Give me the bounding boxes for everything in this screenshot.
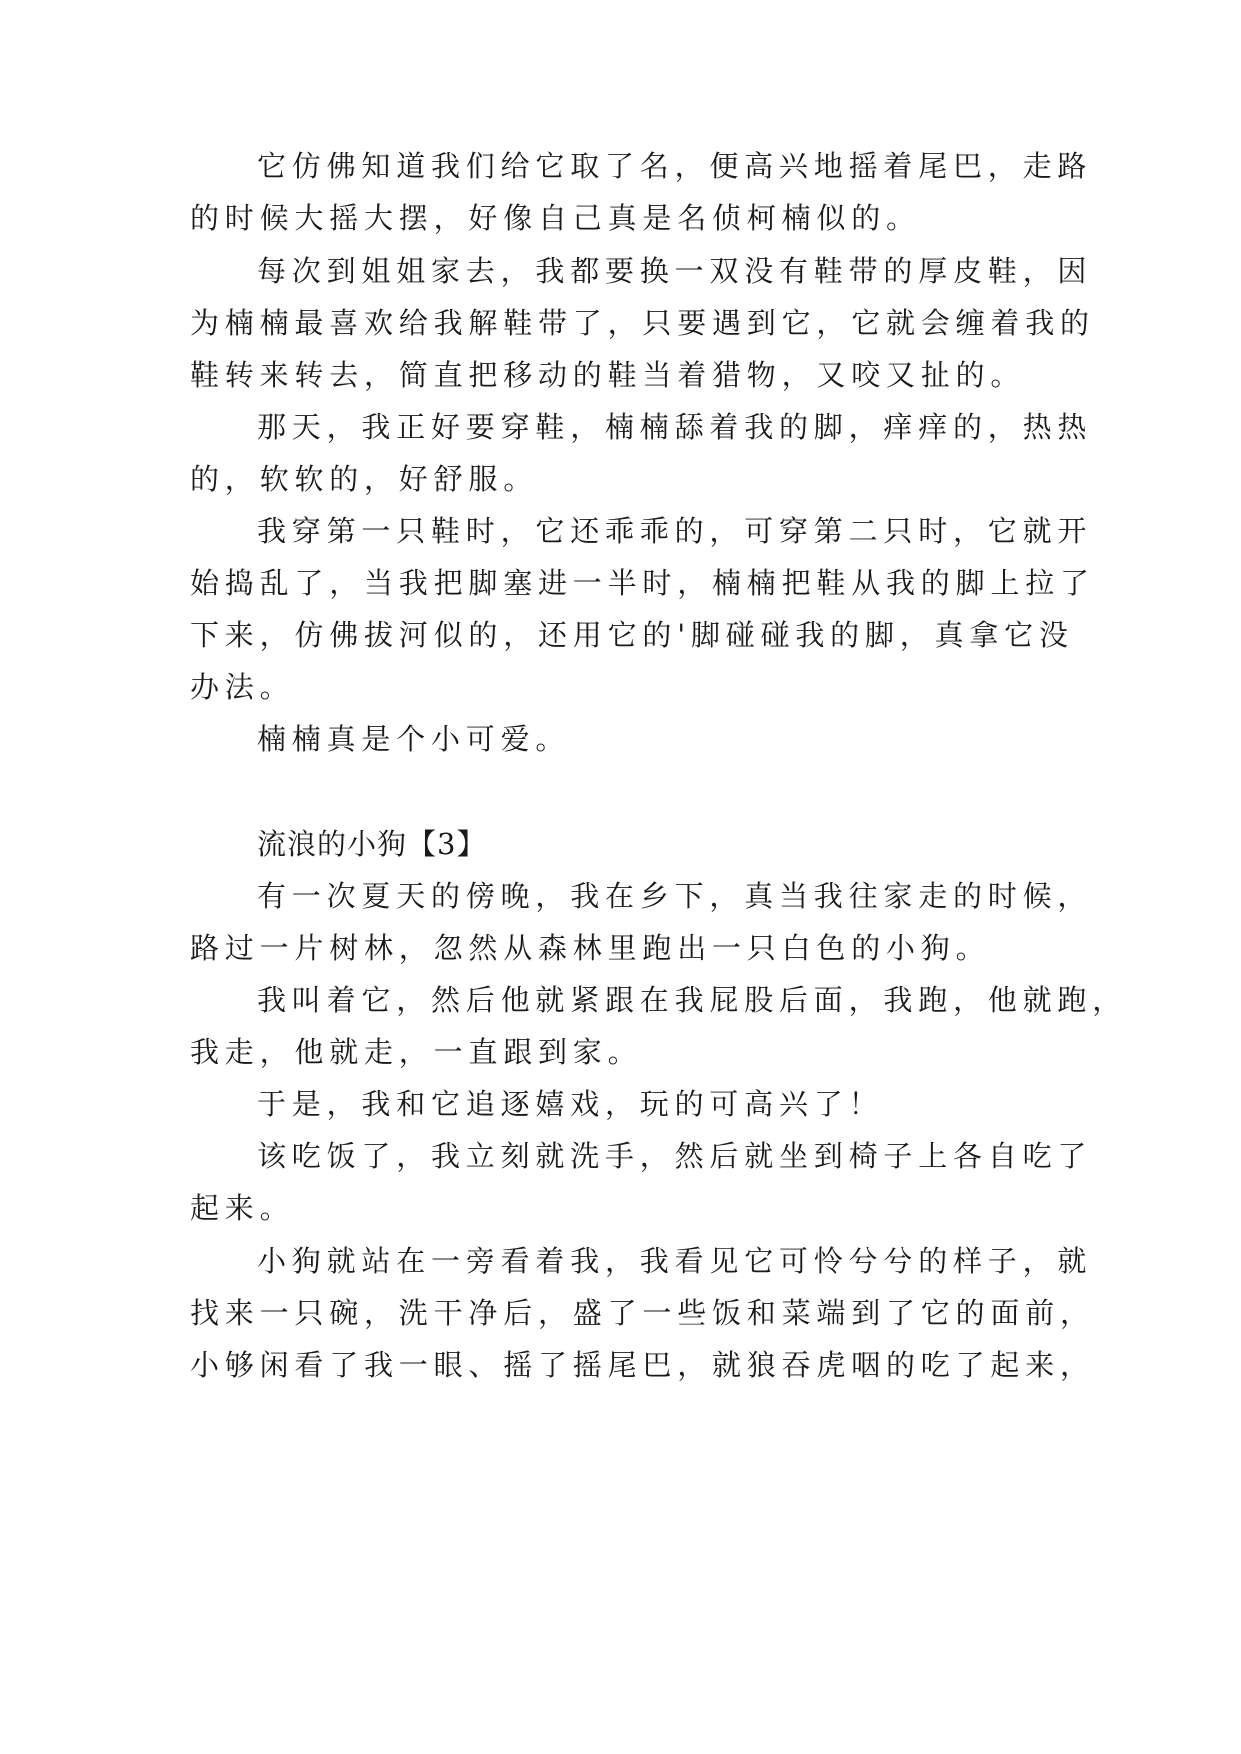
paragraph-line: 起来。 xyxy=(190,1191,295,1225)
paragraph-line: 每次到姐姐家去，我都要换一双没有鞋带的厚皮鞋，因 xyxy=(257,254,1093,288)
paragraph-line: 我走，他就走，一直跟到家。 xyxy=(190,1035,643,1069)
paragraph-line: 办法。 xyxy=(190,670,295,704)
section-title: 流浪的小狗【3】 xyxy=(257,827,487,861)
paragraph-line: 有一次夏天的傍晚，我在乡下，真当我往家走的时候， xyxy=(257,879,1093,913)
paragraph-line: 路过一片树林，忽然从森林里跑出一只白色的小狗。 xyxy=(190,931,991,965)
paragraph-line: 我叫着它，然后他就紧跟在我屁股后面，我跑，他就跑， xyxy=(257,983,1128,1017)
paragraph-line: 始捣乱了，当我把脚塞进一半时，楠楠把鞋从我的脚上拉了 xyxy=(190,566,1095,600)
paragraph-line: 小够闲看了我一眼、摇了摇尾巴，就狼吞虎咽的吃了起来， xyxy=(190,1348,1095,1382)
paragraph-line: 该吃饭了，我立刻就洗手，然后就坐到椅子上各自吃了 xyxy=(257,1139,1093,1173)
paragraph-line: 那天，我正好要穿鞋，楠楠舔着我的脚，痒痒的，热热 xyxy=(257,410,1093,444)
paragraph-line: 找来一只碗，洗干净后，盛了一些饭和菜端到了它的面前， xyxy=(190,1296,1095,1330)
paragraph-line: 为楠楠最喜欢给我解鞋带了，只要遇到它，它就会缠着我的 xyxy=(190,306,1095,340)
paragraph-line: 小狗就站在一旁看着我，我看见它可怜兮兮的样子，就 xyxy=(257,1244,1093,1278)
paragraph-line: 的，软软的，好舒服。 xyxy=(190,462,539,496)
paragraph-line: 它仿佛知道我们给它取了名，便高兴地摇着尾巴，走路 xyxy=(257,149,1093,183)
paragraph-line: 楠楠真是个小可爱。 xyxy=(257,722,571,756)
paragraph-line: 鞋转来转去，简直把移动的鞋当着猎物，又咬又扯的。 xyxy=(190,358,1026,392)
paragraph-line: 我穿第一只鞋时，它还乖乖的，可穿第二只时，它就开 xyxy=(257,514,1093,548)
paragraph-line: 于是，我和它追逐嬉戏，玩的可高兴了！ xyxy=(257,1087,884,1121)
paragraph-line: 的时候大摇大摆，好像自己真是名侦柯楠似的。 xyxy=(190,201,921,235)
paragraph-line: 下来，仿佛拔河似的，还用它的'脚碰碰我的脚，真拿它没 xyxy=(190,618,1074,652)
